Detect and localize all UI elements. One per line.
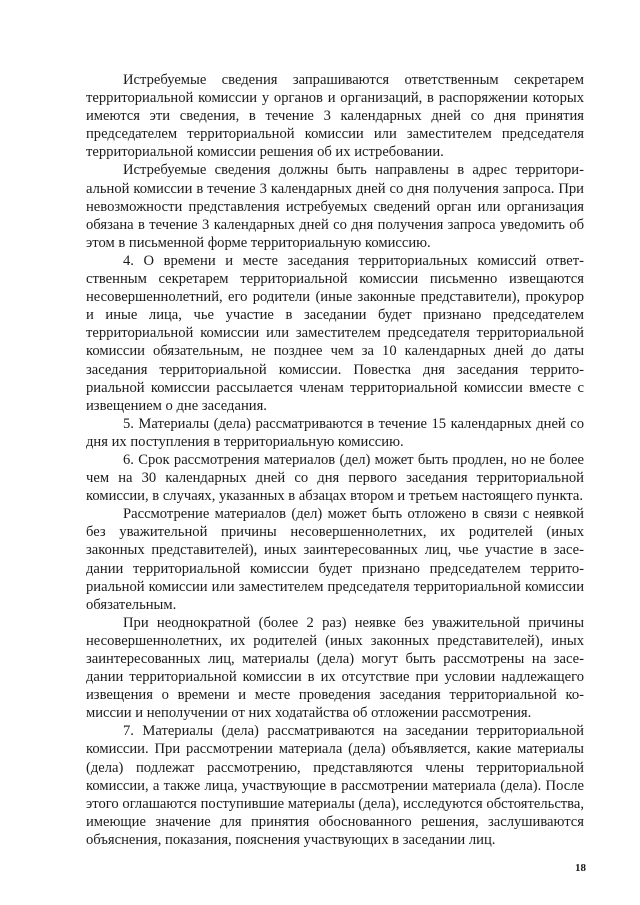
page-number: 18 xyxy=(575,862,586,874)
paragraph-requested-info-inquiry: Истребуемые сведения запрашиваются ответственным секретарем территориальной комиссии у органов и организаций, в распоряжении которых имеются эти сведения, в течение 3 календарных дней со дня принятия председателем территориальной комиссии или заместителем председателя территориальной комиссии решения об их истребовании. xyxy=(86,72,584,161)
paragraph-postponement: Рассмотрение материалов (дел) может быть отложено в связи с неявкой без уважительной причины несовершеннолетних, их родителей (иных законных представителей), иных заинтересованных лиц, чье участие в заседании территориальной комиссии будет признано председателем территориальной комиссии или заместителем председателя территориальной комиссии обязательным. xyxy=(86,506,584,613)
paragraph-item-4-notification: 4. О времени и месте заседания территориальных комиссий ответственным секретарем территориальной комиссии письменно извещаются несовершеннолетний, его родители (иные законные представители), прокурор и иные лица, чье участие в заседании будет признано председателем территориальной комиссии или заместителем председателя территориальной комиссии обязательным, не позднее чем за 10 календарных дней до даты заседания территориальной комиссии. Повестка дня заседания территориальной комиссии рассылается членам территориальной комиссии вместе с извещением о дне заседания. xyxy=(86,252,584,414)
paragraph-item-7-session: 7. Материалы (дела) рассматриваются на заседании территориальной комиссии. При рассмотрении материала (дела) объявляется, какие материалы (дела) подлежат рассмотрению, представляются члены территориальной комиссии, а также лица, участвующие в рассмотрении материала (дела). После этого оглашаются поступившие материалы (дела), исследуются обстоятельства, имеющие значение для принятия обоснованного решения, заслушиваются объяснения, показания, пояснения участвующих в заседании лиц. xyxy=(86,723,584,848)
paragraph-requested-info-delivery: Истребуемые сведения должны быть направлены в адрес территориальной комиссии в течение 3 календарных дней со дня получения запроса. При невозможности представления истребуемых сведений орган или организация обязана в течение 3 календарных дней со дня получения запроса уведомить об этом в письменной форме территориальную комиссию. xyxy=(86,162,584,251)
paragraph-item-6-extension: 6. Срок рассмотрения материалов (дел) может быть продлен, но не более чем на 30 календарных дней со дня первого заседания территориальной комиссии, в случаях, указанных в абзацах втором и третьем настоящего пункта. xyxy=(86,451,584,505)
paragraph-item-5-review-period: 5. Материалы (дела) рассматриваются в течение 15 календарных дней со дня их поступления в территориальную комиссию. xyxy=(86,415,584,450)
document-body xyxy=(86,71,584,849)
paragraph-repeated-absence: При неоднократной (более 2 раз) неявке без уважительной причины несовершеннолетних, их родителей (иных законных представителей), иных заинтересованных лиц, материалы (дела) могут быть рассмотрены на заседании территориальной комиссии в их отсутствие при условии надлежащего извещения о времени и месте проведения заседания территориальной комиссии и неполучении от них ходатайства об отложении рассмотрения. xyxy=(86,614,584,722)
